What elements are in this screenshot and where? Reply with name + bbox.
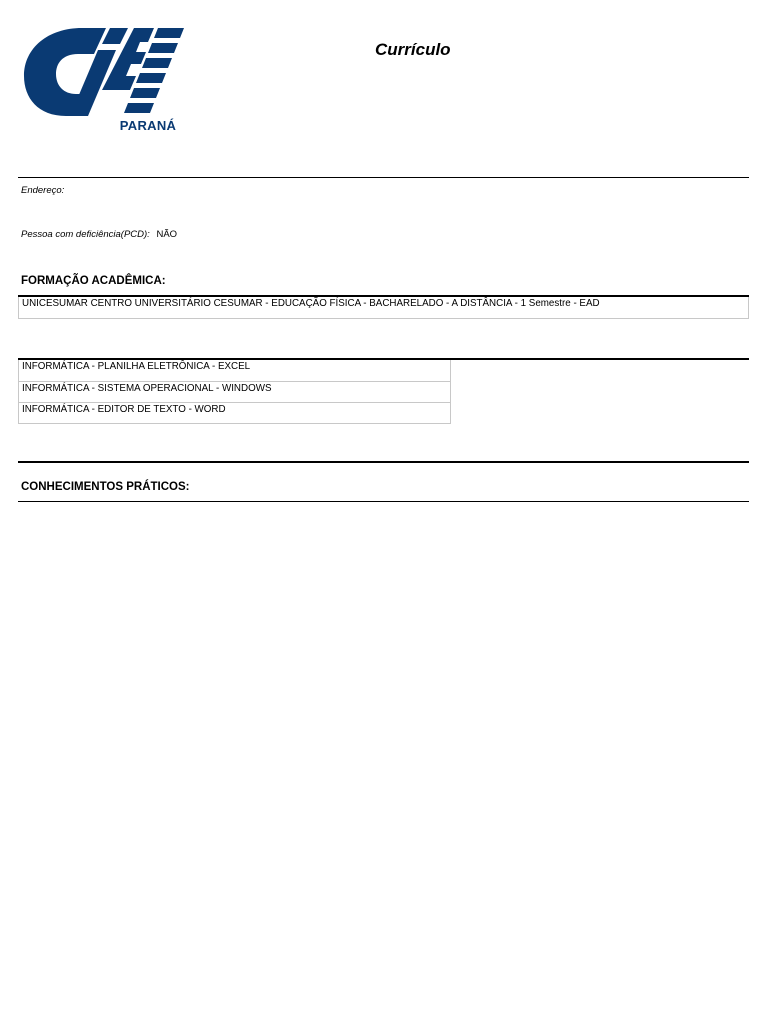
page-title: Currículo bbox=[375, 40, 451, 59]
practical-section-title: CONHECIMENTOS PRÁTICOS: bbox=[21, 481, 190, 493]
ciee-logo bbox=[22, 24, 186, 136]
pcd-label: Pessoa com deficiência(PCD): bbox=[21, 229, 150, 240]
academic-list bbox=[18, 297, 749, 319]
practical-divider-top bbox=[18, 461, 749, 463]
pcd-value: NÃO bbox=[156, 229, 178, 240]
courses-list bbox=[18, 360, 451, 424]
course-item: INFORMÁTICA - EDITOR DE TEXTO - WORD bbox=[19, 402, 450, 423]
header-divider bbox=[18, 177, 749, 178]
course-item: INFORMÁTICA - SISTEMA OPERACIONAL - WINDOWS bbox=[19, 381, 450, 402]
practical-divider-bottom bbox=[18, 501, 749, 502]
address-label: Endereço: bbox=[21, 185, 65, 196]
pcd-field bbox=[21, 229, 177, 240]
logo-subtitle: PARANÁ bbox=[119, 118, 177, 133]
academic-item: UNICESUMAR CENTRO UNIVERSITÁRIO CESUMAR - EDUCAÇÃO FÍSICA - BACHARELADO - A DISTÂNCIA - 1 Semestre - EAD bbox=[22, 298, 600, 309]
course-item: INFORMÁTICA - PLANILHA ELETRÔNICA - EXCEL bbox=[22, 361, 251, 372]
academic-section-title: FORMAÇÃO ACADÊMICA: bbox=[21, 275, 166, 287]
address-field bbox=[21, 185, 68, 196]
ciee-logo-mark bbox=[22, 24, 186, 120]
